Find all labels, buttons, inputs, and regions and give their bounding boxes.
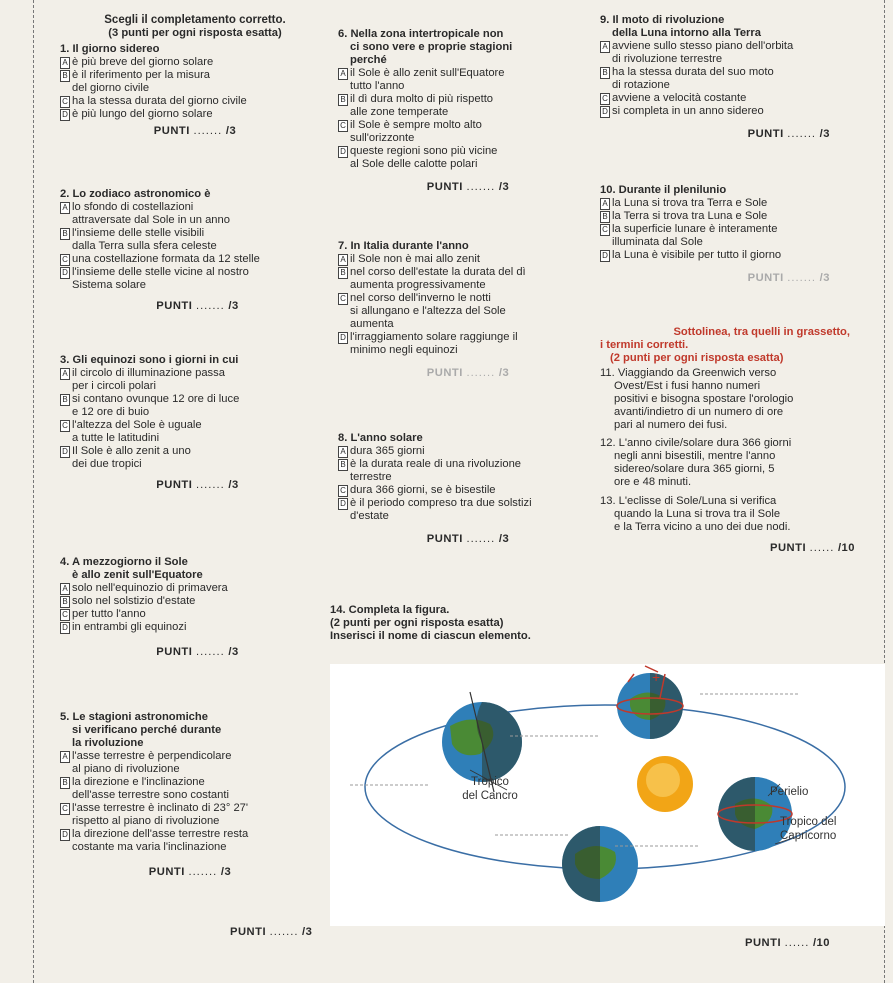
option-checkbox[interactable]: B: [600, 211, 610, 223]
question-12: [600, 437, 870, 489]
option-d: [60, 458, 335, 471]
option-checkbox[interactable]: A: [60, 751, 70, 763]
option-checkbox[interactable]: B: [60, 394, 70, 406]
option-c: [338, 305, 598, 318]
option-text: la Terra si trova tra Luna e Sole: [612, 209, 768, 222]
option-a[interactable]: [600, 197, 870, 210]
option-text: dalla Terra sulla sfera celeste: [72, 239, 217, 252]
left-column: [60, 14, 330, 138]
option-b: [600, 79, 870, 92]
option-c: [60, 432, 335, 445]
option-b: [338, 279, 598, 292]
option-text: d'estate: [350, 509, 389, 522]
question-3: [60, 354, 335, 492]
points-line: PUNTI ....... /3: [747, 127, 830, 140]
option-d[interactable]: [60, 266, 335, 279]
points-line: PUNTI ....... /3: [156, 478, 239, 491]
option-c: [60, 815, 320, 828]
option-a[interactable]: [60, 56, 330, 69]
option-a[interactable]: [60, 367, 335, 380]
instruction: Inserisci il nome di ciascun elemento.: [330, 629, 531, 642]
question-title: 1. Il giorno sidereo: [60, 43, 160, 56]
text-line: e la Terra vicino a uno dei due nodi.: [614, 520, 791, 533]
option-c[interactable]: [60, 608, 335, 621]
question-title: 7. In Italia durante l'anno: [338, 240, 469, 252]
left-dashed-border: [33, 0, 34, 983]
text-line: avanti/indietro di un numero di ore: [614, 405, 784, 418]
scoring-note: (3 punti per ogni risposta esatta): [108, 27, 282, 40]
text-line: negli anni bisestili, mentre l'anno: [614, 449, 776, 462]
option-checkbox[interactable]: A: [338, 446, 348, 458]
text-line: 13. L'eclisse di Sole/Luna si verifica: [600, 494, 777, 507]
option-b: [60, 406, 335, 419]
option-text: solo nell'equinozio di primavera: [72, 581, 228, 594]
question-8: [338, 432, 598, 546]
option-checkbox[interactable]: D: [338, 332, 348, 344]
option-text: la Luna è visibile per tutto il giorno: [612, 248, 782, 261]
option-checkbox[interactable]: C: [600, 93, 610, 105]
section-title-cont: i termini corretti.: [600, 338, 689, 351]
scoring-note: (2 punti per ogni risposta esatta): [330, 616, 504, 629]
option-b[interactable]: [60, 227, 335, 240]
question-title: 5. Le stagioni astronomiche: [60, 711, 208, 723]
option-c[interactable]: [60, 419, 335, 432]
option-b[interactable]: [600, 66, 870, 79]
option-checkbox[interactable]: C: [60, 254, 70, 266]
option-text: aumenta progressivamente: [350, 278, 486, 291]
option-b[interactable]: [338, 93, 598, 106]
option-checkbox[interactable]: C: [338, 485, 348, 497]
option-text: in entrambi gli equinozi: [72, 620, 187, 633]
question-1: [60, 43, 330, 138]
option-text: terrestre: [350, 470, 392, 483]
points-line: PUNTI ....... /3: [153, 125, 237, 138]
points-line-q14: PUNTI ...... /10: [745, 937, 830, 949]
option-text: nel corso dell'inverno le notti: [350, 291, 491, 304]
earth-bottom-left: [562, 826, 638, 902]
option-checkbox[interactable]: C: [60, 96, 70, 108]
option-c: [338, 132, 598, 145]
option-checkbox[interactable]: C: [600, 224, 610, 236]
option-d[interactable]: [600, 249, 870, 262]
option-a: [338, 80, 598, 93]
question-14-header: [330, 604, 630, 643]
points-line: PUNTI ....... /3: [747, 271, 830, 284]
option-checkbox[interactable]: B: [338, 459, 348, 471]
question-13: [600, 495, 870, 534]
option-d[interactable]: [60, 108, 330, 121]
option-c[interactable]: [338, 484, 598, 497]
option-text: il Sole è sempre molto alto: [350, 118, 482, 131]
option-a: [60, 214, 335, 227]
option-b: [60, 82, 330, 95]
option-text: è più breve del giorno solare: [72, 56, 214, 69]
option-c[interactable]: [60, 95, 330, 108]
option-c[interactable]: [338, 292, 598, 305]
option-text: il Sole non è mai allo zenit: [350, 252, 480, 265]
text-line: ore e 48 minuti.: [614, 475, 692, 488]
option-checkbox[interactable]: C: [338, 293, 348, 305]
option-text: queste regioni sono più vicine: [350, 144, 498, 157]
option-text: solo nel solstizio d'estate: [72, 594, 196, 607]
question-10: [600, 184, 870, 285]
option-checkbox[interactable]: A: [600, 41, 610, 53]
option-d[interactable]: [60, 445, 335, 458]
text-line: Ovest/Est i fusi hanno numeri: [614, 379, 761, 392]
option-text: minimo negli equinozi: [350, 343, 458, 356]
option-text: del giorno civile: [72, 82, 150, 95]
question-title: 2. Lo zodiaco astronomico è: [60, 188, 211, 200]
option-c[interactable]: [338, 119, 598, 132]
option-text: tutto l'anno: [350, 79, 405, 92]
option-text: costante ma varia l'inclinazione: [72, 840, 227, 853]
option-c[interactable]: [60, 802, 320, 815]
option-b[interactable]: [338, 266, 598, 279]
option-text: a tutte le latitudini: [72, 431, 160, 444]
question-title: 6. Nella zona intertropicale non: [338, 28, 504, 40]
scoring-note: (2 punti per ogni risposta esatta): [610, 351, 784, 364]
option-b[interactable]: [60, 393, 335, 406]
question-5: [60, 711, 320, 879]
text-line: quando la Luna si trova tra il Sole: [614, 507, 781, 520]
question-title-cont: della Luna intorno alla Terra: [612, 26, 761, 39]
option-text: l'asse terrestre è inclinato di 23° 27': [72, 801, 249, 814]
sun-highlight: [646, 763, 680, 797]
question-2: [60, 188, 335, 313]
option-b: [338, 471, 598, 484]
option-c: [600, 236, 870, 249]
option-d[interactable]: [60, 621, 335, 634]
option-text: il dì dura molto di più rispetto: [350, 92, 494, 105]
question-title-cont: si verificano perché durante: [72, 723, 222, 736]
question-title-cont: è allo zenit sull'Equatore: [72, 568, 203, 581]
option-text: il Sole è allo zenit sull'Equatore: [350, 66, 505, 79]
option-text: l'altezza del Sole è uguale: [72, 418, 202, 431]
option-d: [338, 158, 598, 171]
text-line: 11. Viaggiando da Greenwich verso: [600, 366, 777, 379]
label-tropico-capricorno: Tropico del: [780, 816, 837, 828]
option-text: illuminata dal Sole: [612, 235, 703, 248]
option-checkbox[interactable]: D: [600, 250, 610, 262]
section-title: Sottolinea, tra quelli in grassetto,: [673, 326, 850, 338]
points-line: PUNTI ....... /3: [156, 645, 239, 658]
option-text: attraversate dal Sole in un anno: [72, 213, 230, 226]
option-checkbox[interactable]: D: [60, 109, 70, 121]
option-d: [338, 510, 598, 523]
orbit-figure: [330, 664, 885, 926]
option-checkbox[interactable]: B: [60, 596, 70, 608]
question-9: [600, 14, 870, 141]
points-line: PUNTI ....... /3: [426, 366, 510, 379]
option-d[interactable]: [338, 497, 598, 510]
option-text: lo sfondo di costellazioni: [72, 200, 194, 213]
option-d[interactable]: [338, 331, 598, 344]
option-d[interactable]: [60, 828, 320, 841]
text-line: positivi e bisogna spostare l'orologio: [614, 392, 794, 405]
label-tropico-cancro: Tropico: [471, 776, 509, 788]
option-text: l'asse terrestre è perpendicolare: [72, 749, 232, 762]
option-text: è la durata reale di una rivoluzione: [350, 457, 522, 470]
option-b[interactable]: [60, 69, 330, 82]
option-text: una costellazione formata da 12 stelle: [72, 252, 260, 265]
underline-section: [600, 326, 870, 555]
option-c[interactable]: [600, 223, 870, 236]
option-text: di rotazione: [612, 78, 670, 91]
question-title: 14. Completa la figura.: [330, 604, 450, 616]
question-title: 9. Il moto di rivoluzione: [600, 14, 725, 26]
option-text: dura 366 giorni, se è bisestile: [350, 483, 496, 496]
question-title: 8. L'anno solare: [338, 432, 423, 444]
option-a: [60, 763, 320, 776]
option-text: nel corso dell'estate la durata del dì: [350, 265, 526, 278]
question-7: [338, 240, 598, 380]
label-tropico-cancro-2: del Cancro: [462, 790, 518, 802]
option-text: l'insieme delle stelle vicine al nostro: [72, 265, 249, 278]
option-checkbox[interactable]: A: [60, 368, 70, 380]
option-checkbox[interactable]: D: [600, 106, 610, 118]
question-4: [60, 556, 335, 659]
option-text: si allungano e l'altezza del Sole: [350, 304, 506, 317]
option-text: al Sole delle calotte polari: [350, 157, 478, 170]
option-checkbox[interactable]: D: [60, 622, 70, 634]
option-checkbox[interactable]: D: [60, 829, 70, 841]
question-title-cont: ci sono vere e proprie stagioni: [350, 40, 513, 53]
option-checkbox[interactable]: D: [60, 267, 70, 279]
option-text: Sistema solare: [72, 278, 146, 291]
points-line: PUNTI ....... /3: [156, 299, 239, 312]
question-11: [600, 367, 870, 432]
label-perielio: Perielio: [770, 786, 809, 798]
option-text: si contano ovunque 12 ore di luce: [72, 392, 240, 405]
option-b: [60, 789, 320, 802]
option-text: per tutto l'anno: [72, 607, 146, 620]
option-a[interactable]: [60, 201, 335, 214]
option-text: l'insieme delle stelle visibili: [72, 226, 205, 239]
option-b[interactable]: [600, 210, 870, 223]
option-checkbox[interactable]: C: [338, 120, 348, 132]
option-c[interactable]: [600, 92, 870, 105]
option-text: avviene a velocità costante: [612, 91, 747, 104]
option-checkbox[interactable]: A: [60, 57, 70, 69]
option-text: avviene sullo stesso piano dell'orbita: [612, 39, 794, 52]
option-checkbox[interactable]: D: [60, 446, 70, 458]
option-text: è il riferimento per la misura: [72, 69, 211, 82]
option-d[interactable]: [338, 145, 598, 158]
option-text: ha la stessa durata del suo moto: [612, 65, 774, 78]
option-c: [338, 318, 598, 331]
option-checkbox[interactable]: C: [60, 420, 70, 432]
option-text: aumenta: [350, 317, 394, 330]
option-checkbox[interactable]: A: [600, 198, 610, 210]
option-d: [338, 344, 598, 357]
option-text: Il Sole è allo zenit a uno: [72, 444, 191, 457]
option-checkbox[interactable]: B: [60, 70, 70, 82]
option-text: l'irraggiamento solare raggiunge il: [350, 330, 518, 343]
points-line-q5: PUNTI ....... /3: [230, 926, 313, 938]
option-checkbox[interactable]: B: [338, 267, 348, 279]
option-text: è il periodo compreso tra due solstizi: [350, 496, 532, 509]
option-checkbox[interactable]: D: [338, 498, 348, 510]
label-tropico-capricorno-2: Capricorno: [780, 830, 837, 842]
axis-plus-marker: +: [652, 669, 661, 685]
question-title: 3. Gli equinozi sono i giorni in cui: [60, 354, 239, 366]
instruction: Scegli il completamento corretto.: [104, 14, 286, 26]
option-text: ha la stessa durata del giorno civile: [72, 95, 247, 108]
option-a[interactable]: [600, 40, 870, 53]
option-a[interactable]: [60, 750, 320, 763]
option-text: dei due tropici: [72, 457, 142, 470]
option-text: la superficie lunare è interamente: [612, 222, 778, 235]
option-a: [60, 380, 335, 393]
option-a[interactable]: [60, 582, 335, 595]
option-text: e 12 ore di buio: [72, 405, 150, 418]
question-6: [338, 28, 598, 194]
option-b[interactable]: [60, 776, 320, 789]
option-a[interactable]: [338, 67, 598, 80]
option-checkbox[interactable]: B: [600, 67, 610, 79]
option-c[interactable]: [60, 253, 335, 266]
option-d: [60, 279, 335, 292]
question-title: 10. Durante il plenilunio: [600, 184, 727, 196]
question-title-cont: perché: [350, 53, 387, 66]
option-text: dell'asse terrestre sono costanti: [72, 788, 229, 801]
question-title-cont: la rivoluzione: [72, 736, 144, 749]
text-line: pari al numero dei fusi.: [614, 418, 728, 431]
option-text: per i circoli polari: [72, 379, 156, 392]
option-text: la direzione dell'asse terrestre resta: [72, 827, 249, 840]
option-text: è più lungo del giorno solare: [72, 108, 213, 121]
option-text: il circolo di illuminazione passa: [72, 366, 225, 379]
option-text: la Luna si trova tra Terra e Sole: [612, 196, 768, 209]
points-line: PUNTI ....... /3: [426, 180, 510, 193]
option-b[interactable]: [60, 595, 335, 608]
option-checkbox[interactable]: A: [338, 254, 348, 266]
option-text: la direzione e l'inclinazione: [72, 775, 205, 788]
option-text: alle zone temperate: [350, 105, 449, 118]
option-checkbox[interactable]: A: [338, 68, 348, 80]
option-checkbox[interactable]: B: [60, 777, 70, 789]
option-checkbox[interactable]: C: [60, 803, 70, 815]
option-checkbox[interactable]: A: [60, 202, 70, 214]
option-a[interactable]: [338, 445, 598, 458]
option-text: al piano di rivoluzione: [72, 762, 180, 775]
points-line: PUNTI ....... /3: [426, 532, 510, 545]
option-b[interactable]: [338, 458, 598, 471]
option-text: si completa in un anno sidereo: [612, 104, 764, 117]
option-text: dura 365 giorni: [350, 444, 425, 457]
text-line: sidereo/solare dura 365 giorni, 5: [614, 462, 775, 475]
option-d: [60, 841, 320, 854]
option-d[interactable]: [600, 105, 870, 118]
points-line: PUNTI ...... /10: [770, 541, 855, 554]
option-checkbox[interactable]: B: [338, 94, 348, 106]
option-checkbox[interactable]: D: [338, 146, 348, 158]
option-text: sull'orizzonte: [350, 131, 415, 144]
option-a: [600, 53, 870, 66]
option-text: rispetto al piano di rivoluzione: [72, 814, 220, 827]
option-checkbox[interactable]: C: [60, 609, 70, 621]
points-line: PUNTI ....... /3: [148, 865, 232, 878]
text-line: 12. L'anno civile/solare dura 366 giorni: [600, 436, 792, 449]
option-a[interactable]: [338, 253, 598, 266]
option-b: [338, 106, 598, 119]
option-b: [60, 240, 335, 253]
question-title: 4. A mezzogiorno il Sole: [60, 556, 188, 568]
option-checkbox[interactable]: B: [60, 228, 70, 240]
option-checkbox[interactable]: A: [60, 583, 70, 595]
option-text: di rivoluzione terrestre: [612, 52, 723, 65]
